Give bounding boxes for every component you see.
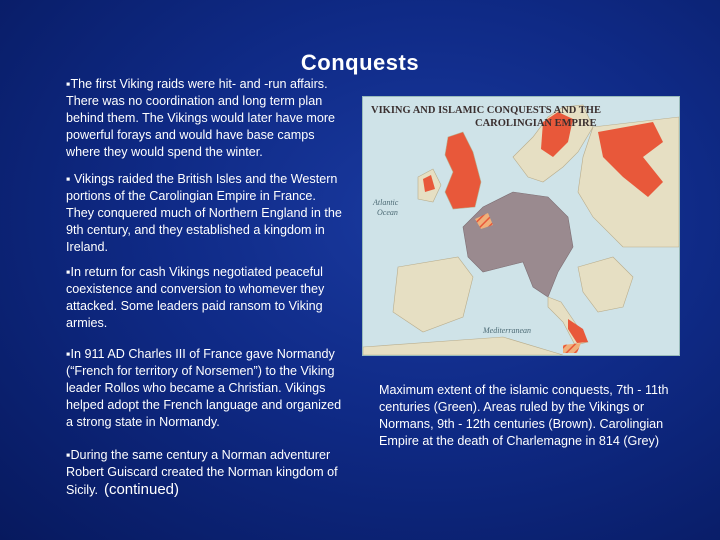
bullet-item: ▪The first Viking raids were hit- and -run affairs. There was no coordination and long term plan behind them. The Vikings would later have more powerful forays and would have base camps where they would spend the winter. (66, 77, 336, 159)
bullet-item: ▪In return for cash Vikings negotiated peaceful coexistence and conversion to whomever they attacked. Some leaders paid ransom to Viking armies. (66, 265, 325, 330)
map-title-line-1: VIKING AND ISLAMIC CONQUESTS AND THE (371, 105, 601, 116)
historical-map (362, 96, 680, 356)
iberia-land (393, 257, 473, 332)
sicily-region (563, 343, 581, 353)
map-title-line-2: CAROLINGIAN EMPIRE (475, 118, 597, 129)
mediterranean-label: Mediterranean (483, 326, 531, 335)
atlantic-label-1: Atlantic (373, 198, 399, 207)
britain-land (445, 132, 481, 209)
balkans-land (578, 257, 633, 312)
slide-title: Conquests (300, 50, 420, 75)
atlantic-label-2: Ocean (377, 208, 398, 217)
bullet-text: ▪During the same century a Norman adventurer Robert Guiscard created the Norman kingdom of Sicily. (66, 448, 338, 497)
bullet-item: ▪In 911 AD Charles III of France gave Normandy (“French for territory of Norsemen”) to the Viking leader Rollos who became a Christian. Vikings helped adopt the French language and organized a strong state in Normandy. (66, 347, 342, 429)
norman-south-italy-region (568, 319, 588, 343)
north-africa-land (363, 337, 563, 355)
map-caption: Maximum extent of the islamic conquests, 7th - 11th centuries (Green). Areas ruled by the Vikings or Normans, 9th - 12th centuries (Brown). Carolingian Empire at the death of Charlemagne in 814 (Grey) (379, 383, 669, 448)
map-graphic (363, 97, 679, 355)
bullet-item-last (66, 447, 346, 499)
bullet-item: ▪ Vikings raided the British Isles and the Western portions of the Carolingian Empire in France. They conquered much of Northern England in the 9th century, and they established a kingdom in Ireland. (66, 172, 342, 254)
continued-label: (continued) (103, 481, 179, 498)
bullet-list (66, 76, 346, 499)
carolingian-empire-region (463, 192, 573, 297)
